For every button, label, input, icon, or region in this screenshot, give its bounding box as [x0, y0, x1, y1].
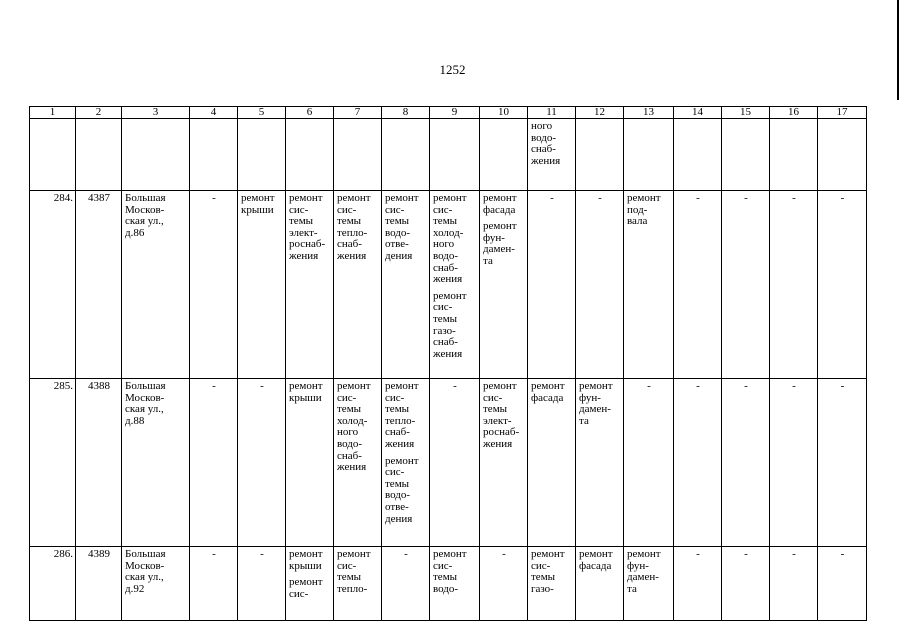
- cell-text-line: жения: [531, 154, 561, 167]
- work-text-line: фун-: [627, 559, 649, 572]
- work-cell-col-12: -: [576, 191, 624, 379]
- work-cell-col-16: -: [770, 191, 818, 379]
- work-text-line: темы: [337, 215, 362, 228]
- work-cell-col-8: [382, 379, 430, 547]
- work-text-line: роснаб-: [289, 238, 326, 251]
- table-cell: [334, 119, 382, 191]
- work-text-line: сис-: [337, 391, 357, 404]
- work-cell-col-15: -: [722, 547, 770, 621]
- work-text-line: водо-: [337, 437, 363, 450]
- work-text-line: ного: [433, 238, 455, 251]
- work-text-line: жения: [337, 461, 367, 474]
- work-text-line: дамен-: [579, 403, 611, 416]
- work-text-line: ремонт: [385, 380, 419, 392]
- table-row: [30, 379, 867, 547]
- column-number-header: 10: [480, 107, 528, 119]
- work-text-line: темы: [433, 571, 458, 584]
- work-text-line: жения: [483, 437, 513, 450]
- work-text-line: под-: [627, 203, 648, 216]
- work-text-line: ремонт: [337, 548, 371, 560]
- work-text-line: ремонт: [483, 192, 517, 204]
- work-text-line: тепло-: [385, 414, 416, 427]
- work-cell-col-7: [334, 379, 382, 547]
- work-text-line: сис-: [289, 203, 309, 216]
- work-text-line: тепло-: [337, 582, 368, 595]
- work-cell-col-16: -: [770, 547, 818, 621]
- work-text-line: водо-: [385, 226, 411, 239]
- work-cell-col-6: [286, 191, 334, 379]
- work-text-line: вала: [627, 215, 648, 228]
- work-cell-col-11: [528, 379, 576, 547]
- table-cell: [238, 119, 286, 191]
- work-text-line: сис-: [385, 203, 405, 216]
- work-text-line: ремонт: [337, 380, 371, 392]
- work-cell-col-7: [334, 547, 382, 621]
- work-text-line: сис-: [433, 203, 453, 216]
- column-number-header: 12: [576, 107, 624, 119]
- work-text-line: ремонт: [289, 548, 323, 560]
- work-text-line: ремонт: [337, 192, 371, 204]
- work-cell-col-5: -: [238, 379, 286, 547]
- work-cell-col-6: [286, 379, 334, 547]
- column-number-header: 6: [286, 107, 334, 119]
- work-text-line: ремонт: [289, 576, 323, 589]
- work-cell-col-15: -: [722, 379, 770, 547]
- column-number-header: 15: [722, 107, 770, 119]
- address-line: Большая: [125, 192, 166, 204]
- work-text-line: жения: [385, 437, 415, 450]
- work-text-line: роснаб-: [483, 426, 520, 439]
- building-address: [122, 191, 190, 379]
- table-cell: [190, 119, 238, 191]
- address-line: Москов-: [125, 559, 165, 572]
- header-row: [30, 107, 867, 119]
- work-text-line: ремонт: [531, 380, 565, 392]
- building-code: 4389: [76, 547, 122, 621]
- work-text-line: газо-: [433, 324, 456, 337]
- work-text-line: снаб-: [337, 449, 362, 462]
- cell-text-line: ного: [531, 120, 553, 132]
- table-cell: [528, 119, 576, 191]
- column-number-header: 13: [624, 107, 674, 119]
- address-line: д.92: [125, 582, 145, 595]
- work-text-line: крыши: [289, 391, 322, 404]
- page-edge-mark: [897, 0, 899, 100]
- continuation-row: [30, 119, 867, 191]
- work-text-line: жения: [337, 249, 367, 262]
- table-cell: [480, 119, 528, 191]
- work-cell-col-15: -: [722, 191, 770, 379]
- work-cell-col-16: -: [770, 379, 818, 547]
- work-cell-col-14: -: [674, 379, 722, 547]
- column-number-header: 5: [238, 107, 286, 119]
- work-text-line: темы: [385, 403, 410, 416]
- work-cell-col-9: [430, 191, 480, 379]
- work-text-line: ремонт: [241, 192, 275, 204]
- building-code: 4387: [76, 191, 122, 379]
- work-text-line: водо-: [385, 489, 411, 502]
- work-text-line: отве-: [385, 500, 409, 513]
- work-cell-col-8: [382, 191, 430, 379]
- cell-text-line: снаб-: [531, 143, 556, 156]
- work-text-line: ремонт: [483, 380, 517, 392]
- work-cell-col-10: -: [480, 547, 528, 621]
- work-text-line: ремонт: [385, 454, 419, 467]
- column-number-header: 8: [382, 107, 430, 119]
- work-text-line: крыши: [289, 559, 322, 572]
- work-text-line: сис-: [289, 587, 309, 600]
- table-row: [30, 547, 867, 621]
- work-text-line: та: [627, 582, 637, 595]
- row-number: 286.: [30, 547, 76, 621]
- work-text-line: ремонт: [579, 548, 613, 560]
- work-cell-col-11: [528, 547, 576, 621]
- column-number-header: 11: [528, 107, 576, 119]
- work-cell-col-9: -: [430, 379, 480, 547]
- work-text-line: ремонт: [433, 192, 467, 204]
- column-number-header: 7: [334, 107, 382, 119]
- work-cell-col-13: -: [624, 379, 674, 547]
- work-cell-col-12: [576, 379, 624, 547]
- work-text-line: ремонт: [289, 192, 323, 204]
- work-cell-col-4: -: [190, 191, 238, 379]
- work-text-line: ремонт: [289, 380, 323, 392]
- work-text-line: ремонт: [483, 220, 517, 233]
- address-line: ская ул.,: [125, 403, 164, 416]
- work-cell-col-17: -: [818, 379, 867, 547]
- column-number-header: 4: [190, 107, 238, 119]
- work-text-line: фун-: [579, 391, 601, 404]
- work-text-line: холод-: [433, 226, 464, 239]
- address-line: Москов-: [125, 391, 165, 404]
- work-cell-col-4: -: [190, 547, 238, 621]
- row-number: 285.: [30, 379, 76, 547]
- table-cell: [76, 119, 122, 191]
- work-cell-col-17: -: [818, 547, 867, 621]
- building-address: [122, 379, 190, 547]
- table-cell: [122, 119, 190, 191]
- table-cell: [286, 119, 334, 191]
- work-text-line: отве-: [385, 238, 409, 251]
- work-text-line: темы: [483, 403, 508, 416]
- building-address: [122, 547, 190, 621]
- work-text-line: сис-: [337, 203, 357, 216]
- work-text-line: крыши: [241, 203, 274, 216]
- work-cell-col-17: -: [818, 191, 867, 379]
- work-text-line: снаб-: [337, 238, 362, 251]
- work-text-line: водо-: [433, 582, 459, 595]
- work-cell-col-6: [286, 547, 334, 621]
- table-cell: [674, 119, 722, 191]
- work-cell-col-14: -: [674, 547, 722, 621]
- table-row: [30, 191, 867, 379]
- table-cell: [722, 119, 770, 191]
- work-text-line: темы: [385, 215, 410, 228]
- work-text-line: сис-: [385, 466, 405, 479]
- table-cell: [382, 119, 430, 191]
- table-cell: [818, 119, 867, 191]
- work-text-line: дения: [385, 512, 413, 525]
- address-line: Большая: [125, 380, 166, 392]
- work-cell-col-10: [480, 191, 528, 379]
- work-text-line: та: [483, 254, 493, 267]
- work-text-line: снаб-: [433, 336, 458, 349]
- work-text-line: фун-: [483, 231, 505, 244]
- column-number-header: 2: [76, 107, 122, 119]
- work-text-line: сис-: [337, 559, 357, 572]
- work-text-line: ремонт: [433, 548, 467, 560]
- address-line: д.88: [125, 414, 145, 427]
- work-text-line: ремонт: [385, 192, 419, 204]
- work-text-line: сис-: [385, 391, 405, 404]
- work-cell-col-9: [430, 547, 480, 621]
- cell-text-line: водо-: [531, 131, 557, 144]
- work-cell-col-10: [480, 379, 528, 547]
- work-text-line: ремонт: [531, 548, 565, 560]
- work-text-line: жения: [289, 249, 319, 262]
- work-text-line: жения: [433, 347, 463, 360]
- page-number: 1252: [439, 62, 466, 77]
- work-text-line: жения: [433, 273, 463, 286]
- column-number-header: 3: [122, 107, 190, 119]
- repair-schedule-table: [29, 106, 867, 621]
- work-text-line: сис-: [433, 301, 453, 314]
- table-cell: [576, 119, 624, 191]
- work-text-line: газо-: [531, 582, 554, 595]
- work-cell-col-8: -: [382, 547, 430, 621]
- work-text-line: ремонт: [627, 192, 661, 204]
- work-text-line: фасада: [579, 559, 612, 572]
- address-line: Москов-: [125, 203, 165, 216]
- table-cell: [770, 119, 818, 191]
- address-line: Большая: [125, 548, 166, 560]
- work-text-line: ремонт: [579, 380, 613, 392]
- work-text-line: дения: [385, 249, 413, 262]
- work-text-line: фасада: [483, 203, 516, 216]
- work-text-line: фасада: [531, 391, 564, 404]
- work-text-line: холод-: [337, 414, 368, 427]
- address-line: д.86: [125, 226, 145, 239]
- work-text-line: элект-: [289, 226, 318, 239]
- row-number: 284.: [30, 191, 76, 379]
- work-cell-col-13: [624, 191, 674, 379]
- work-text-line: та: [579, 414, 589, 427]
- column-number-header: 9: [430, 107, 480, 119]
- work-text-line: темы: [433, 215, 458, 228]
- column-number-header: 17: [818, 107, 867, 119]
- work-text-line: ремонт: [433, 289, 467, 302]
- column-number-header: 1: [30, 107, 76, 119]
- column-number-header: 16: [770, 107, 818, 119]
- work-text-line: тепло-: [337, 226, 368, 239]
- work-text-line: снаб-: [433, 261, 458, 274]
- work-cell-col-4: -: [190, 379, 238, 547]
- address-line: ская ул.,: [125, 215, 164, 228]
- work-text-line: снаб-: [385, 426, 410, 439]
- work-text-line: темы: [531, 571, 556, 584]
- work-text-line: сис-: [433, 559, 453, 572]
- work-cell-col-5: -: [238, 547, 286, 621]
- table-cell: [624, 119, 674, 191]
- work-text-line: дамен-: [627, 571, 659, 584]
- work-text-line: темы: [289, 215, 314, 228]
- work-text-line: сис-: [531, 559, 551, 572]
- building-code: 4388: [76, 379, 122, 547]
- work-cell-col-14: -: [674, 191, 722, 379]
- work-cell-col-5: [238, 191, 286, 379]
- column-number-header: 14: [674, 107, 722, 119]
- table-cell: [430, 119, 480, 191]
- work-text-line: водо-: [433, 249, 459, 262]
- work-text-line: ремонт: [627, 548, 661, 560]
- work-text-line: ного: [337, 426, 359, 439]
- work-cell-col-7: [334, 191, 382, 379]
- address-line: ская ул.,: [125, 571, 164, 584]
- work-text-line: сис-: [483, 391, 503, 404]
- work-cell-col-13: [624, 547, 674, 621]
- work-text-line: темы: [433, 312, 458, 325]
- work-text-line: темы: [337, 403, 362, 416]
- work-text-line: темы: [337, 571, 362, 584]
- work-text-line: дамен-: [483, 243, 515, 256]
- work-cell-col-11: -: [528, 191, 576, 379]
- work-text-line: элект-: [483, 414, 512, 427]
- work-text-line: темы: [385, 477, 410, 490]
- work-cell-col-12: [576, 547, 624, 621]
- table-cell: [30, 119, 76, 191]
